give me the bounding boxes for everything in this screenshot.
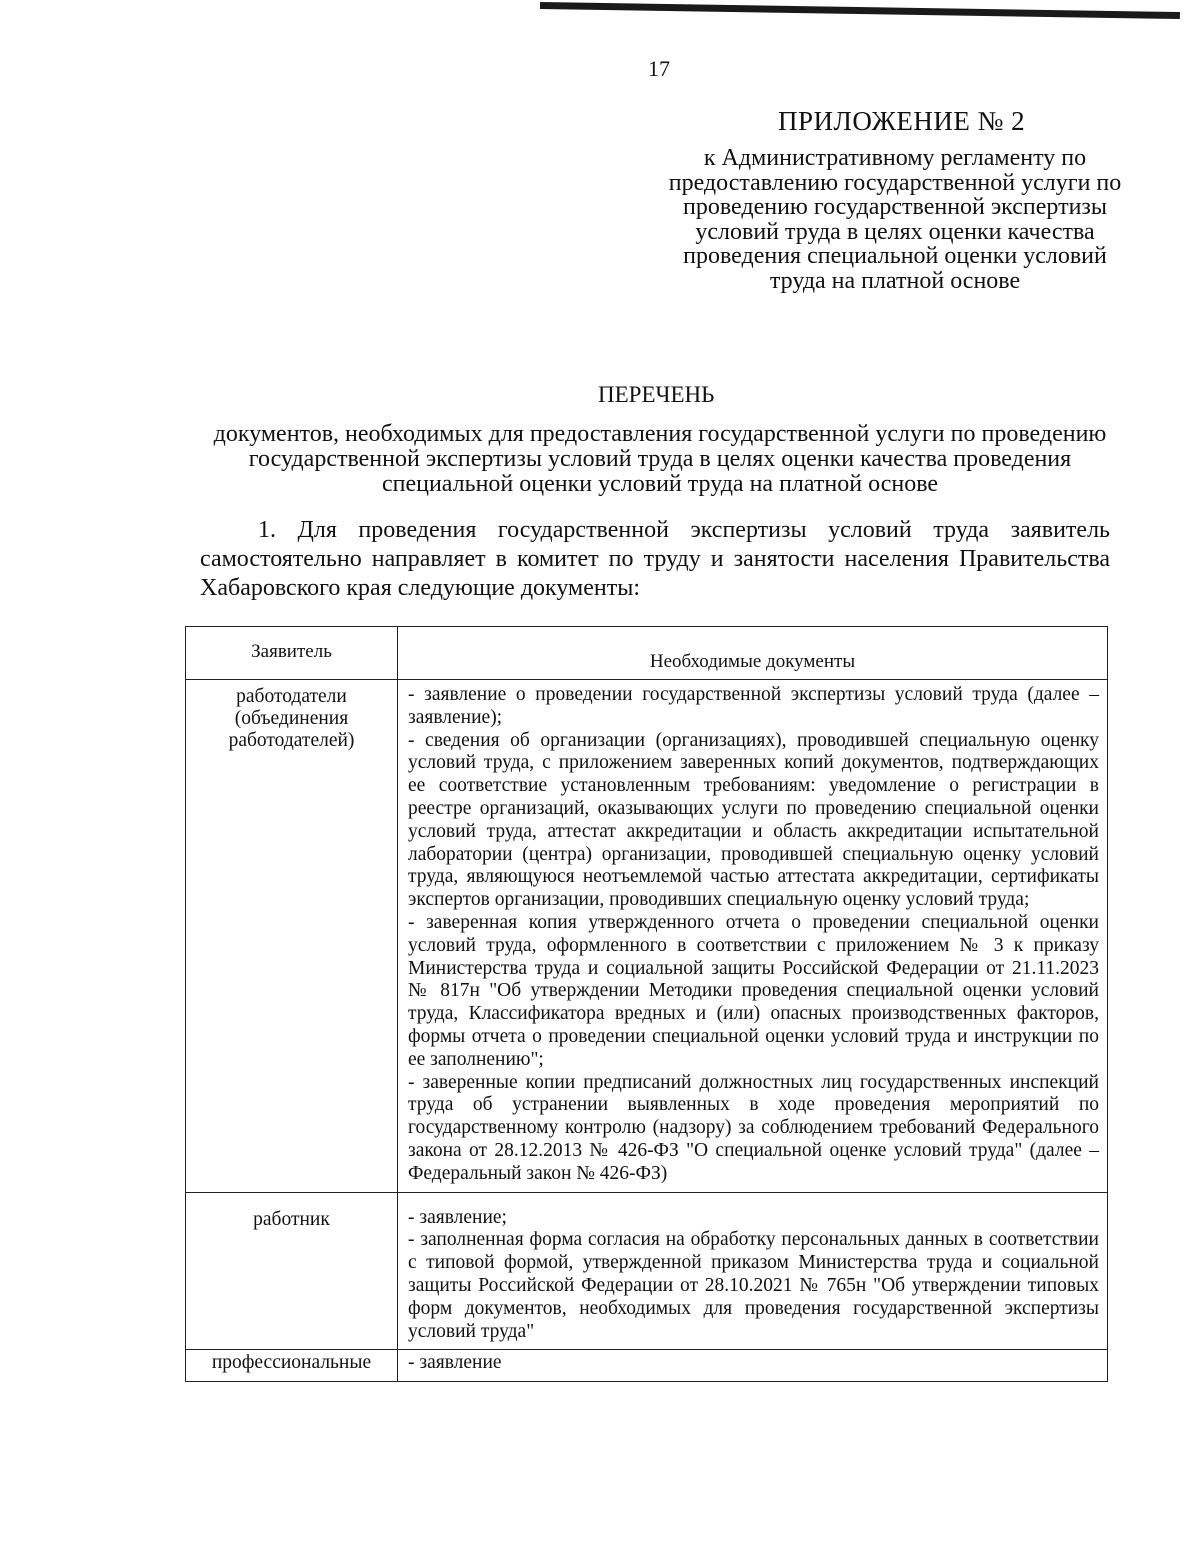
document-item: - заявление [408, 1352, 502, 1374]
documents-cell [398, 1192, 1108, 1350]
documents-cell [398, 1350, 1108, 1382]
appendix-title: ПРИЛОЖЕНИЕ № 2 [778, 106, 1026, 136]
header-applicant: Заявитель [186, 627, 398, 680]
top-edge-line [540, 2, 1180, 19]
document-item: - заверенная копия утвержденного отчета о проведении специальной оценки условий труда, оформленного в соответствии с приложением № 3 к приказу Министерства труда и социальной защиты Российской Федерации от 21.11.2023 № 817н "Об утверждении Методики проведения специальной оценки условий труда, Классификатора вредных и (или) опасных производственных факторов, формы отчета о проведении специальной оценки условий труда и инструкции по ее заполнению"; [408, 911, 1099, 1070]
table-row [186, 1350, 1108, 1382]
document-item: - сведения об организации (организациях), проводившей специальную оценку условий труда, с приложением заверенных копий документов, подтверждающих ее соответствие установленным требованиям: уведомление о регистрации в реестре организаций, оказывающих услуги по проведению специальной оценки условий труда, аттестат аккредитации и область аккредитации испытательной лаборатории (центра) организации, проводившей специальную оценку условий труда, являющуюся неотъемлемой частью аттестата аккредитации, сертификаты экспертов организации, проводивших специальную оценку условий труда; [408, 729, 1099, 911]
documents-cell [398, 680, 1108, 1193]
document-item: - заверенные копии предписаний должностных лиц государственных инспекций труда об устранении выявленных в ходе проведения мероприятий по государственному контролю (надзору) за соблюдением требований Федерального закона от 28.12.2013 № 426-ФЗ "О специальной оценке условий труда" (далее – Федеральный закон № 426-ФЗ) [408, 1071, 1099, 1184]
applicant-cell: профессиональные [186, 1350, 398, 1382]
intro-paragraph [200, 516, 1110, 603]
document-item: - заполненная форма согласия на обработку персональных данных в соответствии с типовой формой, утвержденной приказом Министерства труда и социальной защиты Российской Федерации от 28.10.2021 № 765н "Об утверждении типовых форм документов, необходимых для проведения государственной экспертизы условий труда" [408, 1229, 1099, 1342]
documents-table [185, 626, 1108, 1382]
header-documents: Необходимые документы [398, 627, 1108, 680]
table-row [186, 1192, 1108, 1350]
document-item: - заявление; [408, 1206, 507, 1228]
table-row [186, 680, 1108, 1193]
appendix-subtitle: к Административному регламенту по предоставлению государственной услуги по проведению государственной экспертизы условий труда в целях оценки качества проведения специальной оценки условий труда на платной основе [668, 145, 1122, 294]
intro-text: 1. Для проведения государственной экспертизы условий труда заявитель самостоятельно направляет в комитет по труду и занятости населения Правительства Хабаровского края следующие документы: [200, 517, 1110, 601]
document-item: - заявление о проведении государственной экспертизы условий труда (далее – заявление); [408, 684, 1099, 728]
table-header-row [186, 627, 1108, 680]
list-subtitle: документов, необходимых для предоставления государственной услуги по проведению государственной экспертизы условий труда в целях оценки качества проведения специальной оценки условий труда на платной основе [213, 421, 1107, 497]
list-title: ПЕРЕЧЕНЬ [598, 382, 715, 407]
applicant-cell: работодатели (объединения работодателей) [186, 680, 398, 1193]
page-number: 17 [648, 56, 670, 81]
applicant-cell: работник [186, 1192, 398, 1350]
